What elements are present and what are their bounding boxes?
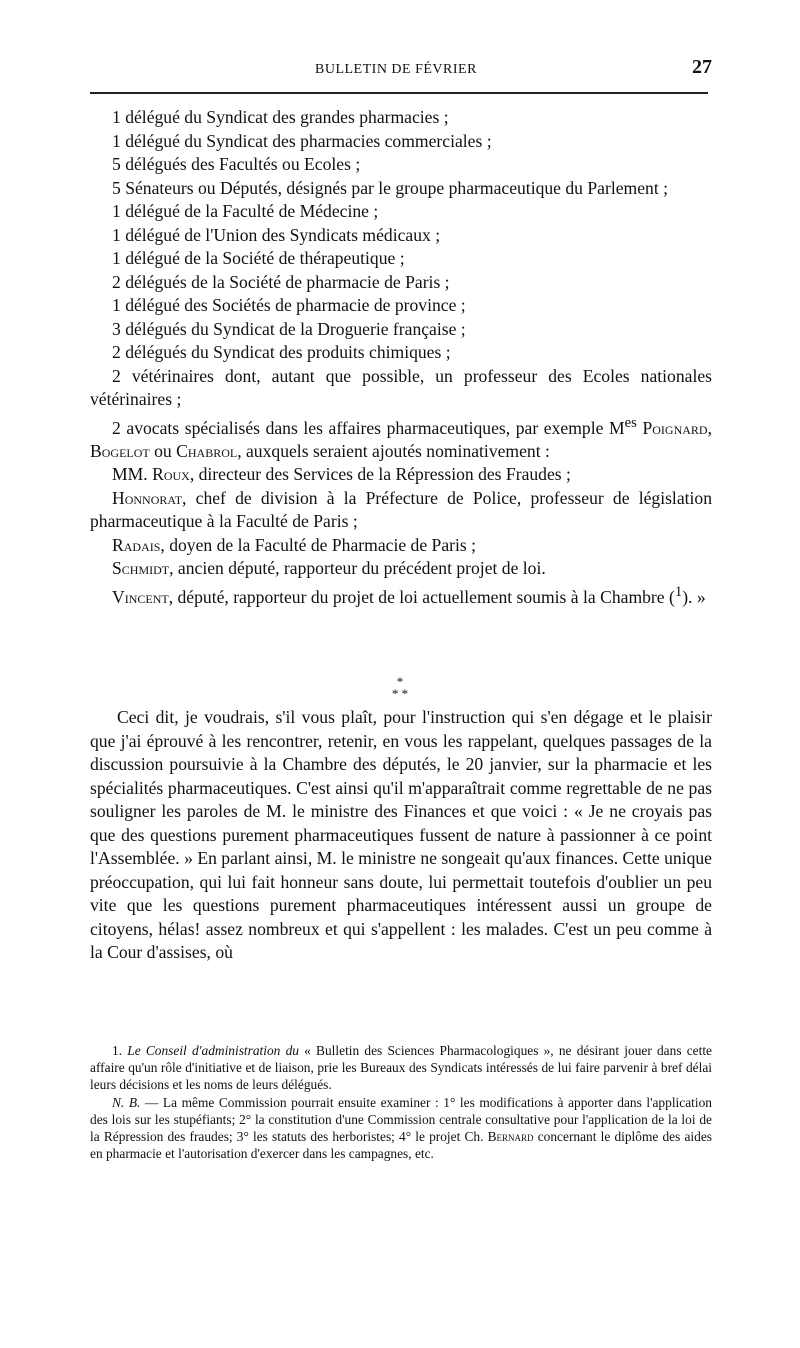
person-item xyxy=(90,557,712,581)
footnote-1 xyxy=(90,1042,712,1094)
person-name: Vincent xyxy=(112,586,169,607)
person-text: , doyen de la Faculté de Pharmacie de Paris ; xyxy=(160,534,477,555)
list-item: 1 délégué de l'Union des Syndicats médicaux ; xyxy=(112,224,441,245)
list-item: 1 délégué de la Société de thérapeutique ; xyxy=(112,248,405,268)
name-poignard: Poignard xyxy=(642,417,708,438)
list-item: 3 délégués du Syndicat de la Droguerie française ; xyxy=(112,318,466,339)
footnote-text: « Bulletin des Sciences Pharmacologiques », ne désirant jouer dans cette affaire qu'un rôle d'initiative et de liaison, prie les Bureaux des Syndicats intéressés de lui faire parvenir à bref délai leurs décisions et les noms de leurs délégués. xyxy=(90,1043,713,1093)
person-text: , ancien député, rapporteur du précédent projet de loi. xyxy=(169,558,546,579)
header-rule xyxy=(90,92,708,94)
person-prefix: MM. xyxy=(112,464,153,485)
name-chabrol: Chabrol xyxy=(176,440,238,461)
avocats-sep1: , xyxy=(707,417,712,438)
footnote-nb xyxy=(90,1094,712,1163)
person-item: Vincent, député, rapporteur du projet de loi actuellement soumis à la Chambre ($^1$). » xyxy=(112,583,706,607)
star-top: * xyxy=(396,674,404,689)
list-item: 5 délégués des Facultés ou Ecoles ; xyxy=(112,154,361,174)
person-item xyxy=(90,534,712,558)
avocats-tail: , auxquels seraient ajoutés nominativement : xyxy=(237,440,550,461)
section-stars xyxy=(375,676,425,700)
star-bottom: * * xyxy=(391,686,409,701)
avocats-lead: 2 avocats spécialisés dans les affaires pharmaceutiques, par exemple M xyxy=(112,417,625,438)
list-item: 5 Sénateurs ou Députés, désignés par le groupe pharmaceutique du Parlement ; xyxy=(112,177,668,198)
person-name: Radais xyxy=(112,534,161,555)
nb-text-before: — La même Commission pourrait ensuite examiner : 1° les modifications à apporter dans l'application des lois sur les stupéfiants; 2° la constitution d'une Commission centrale consultative pour l'application de la loi de la Répression des fraudes; 3° les statuts des herboristes; 4° le projet Ch. xyxy=(90,1094,712,1145)
person-name: Roux xyxy=(152,464,190,485)
footnote-italic: Le Conseil d'administration du xyxy=(127,1043,299,1058)
person-item xyxy=(90,487,712,534)
avocats-sup: es xyxy=(624,414,637,431)
person-text: , directeur des Services de la Répression des Fraudes ; xyxy=(189,464,571,485)
list-item: 1 délégué du Syndicat des grandes pharmacies ; xyxy=(112,107,449,127)
footnote-number: 1. xyxy=(112,1043,128,1058)
list-item: 2 délégués de la Société de pharmacie de Paris ; xyxy=(112,271,450,292)
list-item: 1 délégué de la Faculté de Médecine ; xyxy=(112,201,379,221)
person-name: Schmidt xyxy=(112,558,170,579)
header-title: BULLETIN DE FÉVRIER xyxy=(315,62,477,77)
list-item: 2 délégués du Syndicat des produits chimiques ; xyxy=(112,342,451,362)
running-header xyxy=(90,56,712,84)
body-paragraph: Ceci dit, je voudrais, s'il vous plaît, pour l'instruction qui s'en dégage et le plaisir que j'ai éprouvé à les rencontrer, retenir, en vous les rappelant, quelques passages de la discussion poursuivie à la Chambre des députés, le 20 janvier, sur la pharmacie et les spécialités pharmaceutiques. C'est ainsi qu'il m'apparaîtrait comme regrettable de ne pas souligner les paroles de M. le ministre des Finances et que voici : « Je ne croyais pas que des questions purement pharmaceutiques fussent de nature à passionner à ce point l'Assemblée. » En parlant ainsi, M. le ministre ne songeait qu'aux finances. Cette unique préoccupation, qui lui fait honneur sans doute, lui permettait toutefois d'oublier un peu vite que les questions purement pharmaceutiques intéressent aussi un groupe de citoyens, hélas! assez nombreux et qui s'appellent : les malades. C'est un peu comme à la Cour d'assises, où xyxy=(90,707,712,962)
footnotes xyxy=(90,1042,712,1162)
list-item: 1 délégué du Syndicat des pharmacies commerciales ; xyxy=(112,130,492,151)
footnote-ref: 1 xyxy=(674,583,683,600)
nb-text-after: concernant le diplôme des aides en pharmacie et l'autorisation d'exercer dans les campagnes, etc. xyxy=(90,1129,713,1162)
name-bernard: Bernard xyxy=(487,1129,534,1145)
person-text: , député, rapporteur du projet de loi actuellement soumis à la Chambre xyxy=(168,586,665,607)
person-name: Honnorat xyxy=(112,487,183,508)
nb-label: N. B. xyxy=(112,1094,141,1110)
list-item: 2 vétérinaires dont, autant que possible, un professeur des Ecoles nationales vétérinaires ; xyxy=(90,365,712,409)
avocats-sep2: ou xyxy=(149,440,177,461)
quote-close: . » xyxy=(688,586,706,607)
list-item-avocats xyxy=(90,412,712,464)
list-item: 1 délégué des Sociétés de pharmacie de province ; xyxy=(112,295,466,315)
person-text: , chef de division à la Préfecture de Police, professeur de législation pharmaceutique à la Faculté de Paris ; xyxy=(90,487,712,532)
name-bogelot: Bogelot xyxy=(90,440,150,461)
person-item xyxy=(90,463,712,487)
delegate-list xyxy=(90,106,712,609)
page-number: 27 xyxy=(692,56,712,78)
